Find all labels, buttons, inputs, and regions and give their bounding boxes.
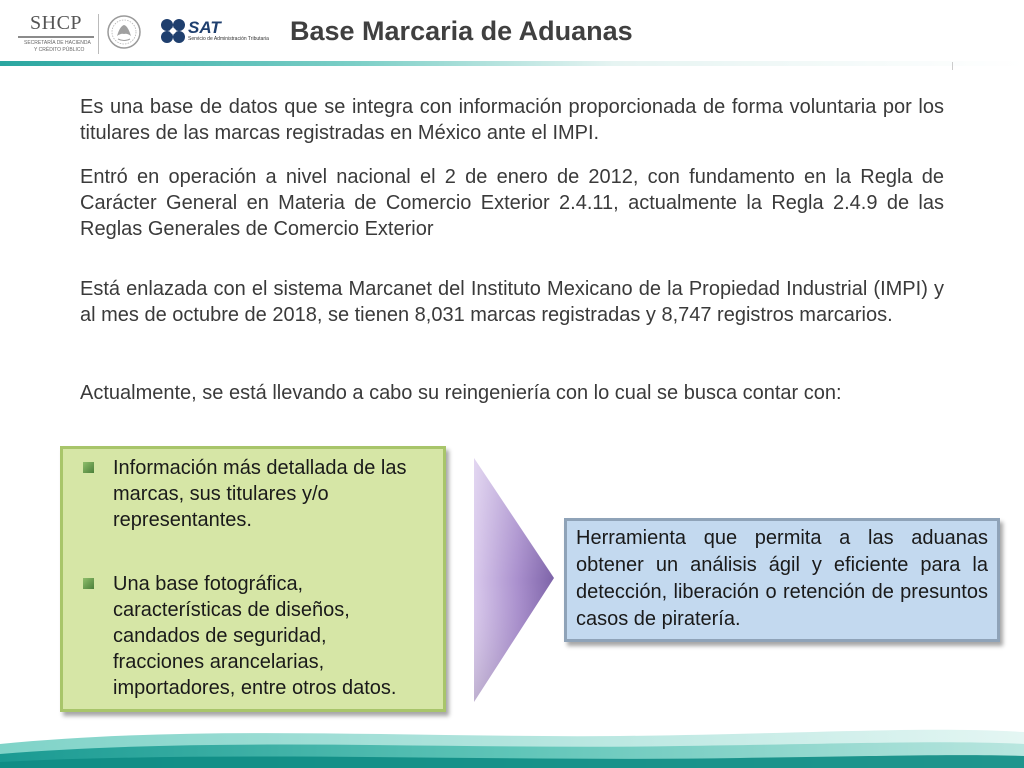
sat-logo-name: SAT	[188, 18, 221, 37]
right-arrow-icon	[470, 458, 556, 704]
logo-divider	[98, 14, 99, 54]
footer-wave-decoration	[0, 714, 1024, 768]
requirements-box	[60, 446, 446, 712]
list-item	[83, 571, 423, 701]
shcp-logo-rule	[18, 36, 94, 38]
shcp-logo	[18, 12, 94, 54]
national-seal-icon	[106, 14, 142, 50]
square-bullet-icon	[83, 578, 94, 589]
paragraph-reengineering: Actualmente, se está llevando a cabo su reingeniería con lo cual se busca contar con:	[80, 382, 842, 404]
sat-logo-icon	[160, 18, 186, 44]
paragraph-marcanet: Está enlazada con el sistema Marcanet del Instituto Mexicano de la Propiedad Industrial (IMPI) y al mes de octubre de 2018, se tienen 8,031 marcas registradas y 8,747 registros marcarios.	[80, 278, 944, 326]
list-item-text: Una base fotográfica, características de diseños, candados de seguridad, fracciones arancelarias, importadores, entre otros datos.	[113, 573, 397, 699]
tool-description-box	[564, 518, 1000, 642]
sat-logo	[160, 18, 278, 48]
page-title: Base Marcaria de Aduanas	[290, 16, 633, 46]
list-item-text: Información más detallada de las marcas, sus titulares y/o representantes.	[113, 457, 407, 531]
header-tick-mark	[952, 62, 953, 70]
sat-logo-subtitle: Servicio de Administración Tributaria	[188, 36, 269, 42]
square-bullet-icon	[83, 462, 94, 473]
shcp-logo-name: SHCP	[30, 12, 83, 34]
paragraph-intro: Es una base de datos que se integra con información proporcionada de forma voluntaria por los titulares de las marcas registradas en México ante el IMPI.	[80, 96, 944, 144]
list-item	[83, 455, 423, 533]
paragraph-operation: Entró en operación a nivel nacional el 2 de enero de 2012, con fundamento en la Regla de Carácter General en Materia de Comercio Exterior 2.4.11, actualmente la Regla 2.4.9 de las Reglas Generales de Comercio Exterior	[80, 166, 944, 240]
header-accent-bar	[0, 61, 1024, 66]
shcp-logo-line1: SECRETARÍA DE HACIENDA	[24, 40, 91, 46]
shcp-logo-line2: Y CRÉDITO PÚBLICO	[34, 47, 85, 53]
tool-description-text: Herramienta que permita a las aduanas obtener un análisis ágil y eficiente para la detección, liberación o retención de presuntos casos de piratería.	[576, 527, 988, 630]
header	[0, 0, 1024, 66]
